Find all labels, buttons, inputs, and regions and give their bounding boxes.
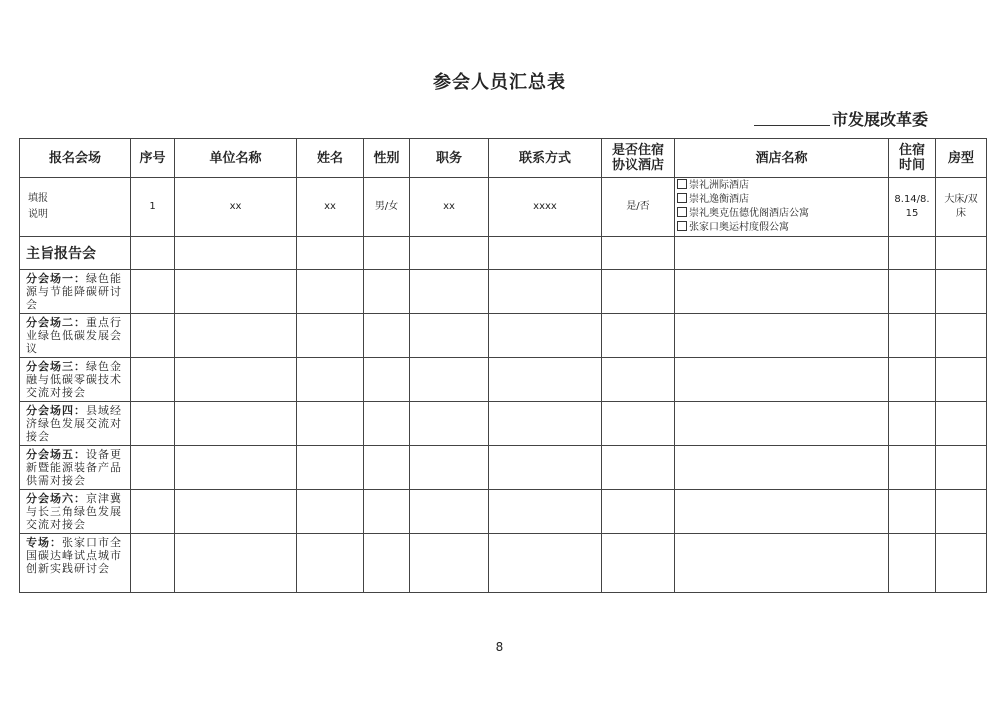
empty-cell[interactable] [364, 314, 410, 358]
hotel-option [677, 221, 886, 235]
organization-name: 市发展改革委 [832, 110, 929, 129]
empty-cell[interactable] [175, 534, 297, 593]
empty-cell[interactable] [602, 237, 675, 270]
empty-cell[interactable] [675, 237, 889, 270]
session-row [20, 446, 987, 490]
empty-cell[interactable] [364, 402, 410, 446]
example-name: xx [297, 178, 364, 237]
keynote-row [20, 237, 987, 270]
empty-cell[interactable] [489, 402, 602, 446]
session-text: 重点行业绿色低碳发展会议 [26, 316, 122, 355]
hotel-option [677, 193, 886, 207]
empty-cell[interactable] [364, 358, 410, 402]
organization-blank-underline [754, 125, 830, 126]
example-gender: 男/女 [364, 178, 410, 237]
empty-cell[interactable] [889, 237, 936, 270]
example-seq: 1 [131, 178, 175, 237]
empty-cell[interactable] [489, 237, 602, 270]
session-label [20, 446, 131, 490]
empty-cell[interactable] [297, 358, 364, 402]
header-gender: 性别 [364, 139, 410, 178]
example-note-line: 说明 [28, 209, 48, 220]
empty-cell[interactable] [175, 358, 297, 402]
example-note-line: 填报 [28, 193, 48, 204]
header-position: 职务 [410, 139, 489, 178]
empty-cell[interactable] [175, 270, 297, 314]
empty-cell[interactable] [602, 358, 675, 402]
empty-cell[interactable] [889, 314, 936, 358]
session-text: 县域经济绿色发展交流对接会 [26, 404, 122, 443]
header-agreement-hotel: 是否住宿协议酒店 [602, 139, 675, 178]
keynote-label: 主旨报告会 [20, 237, 131, 270]
empty-cell[interactable] [936, 270, 987, 314]
example-hotel-options [675, 178, 889, 237]
checkbox-icon[interactable] [677, 207, 687, 217]
empty-cell[interactable] [131, 237, 175, 270]
empty-cell[interactable] [936, 358, 987, 402]
attendee-summary-table [19, 138, 987, 593]
empty-cell[interactable] [297, 314, 364, 358]
empty-cell[interactable] [410, 534, 489, 593]
session-head: 分会场五： [26, 448, 86, 461]
page-number: 8 [495, 640, 504, 654]
table-header-row [20, 139, 987, 178]
empty-cell[interactable] [410, 314, 489, 358]
empty-cell[interactable] [410, 358, 489, 402]
empty-cell[interactable] [889, 402, 936, 446]
checkbox-icon[interactable] [677, 221, 687, 231]
empty-cell[interactable] [936, 446, 987, 490]
session-label [20, 358, 131, 402]
example-note [20, 178, 131, 237]
session-text: 绿色金融与低碳零碳技术交流对接会 [26, 360, 122, 399]
session-row [20, 402, 987, 446]
empty-cell[interactable] [602, 534, 675, 593]
hotel-option-label: 崇礼奥克伍德优阁酒店公寓 [689, 208, 809, 219]
header-room-type: 房型 [936, 139, 987, 178]
empty-cell[interactable] [131, 402, 175, 446]
session-text: 张家口市全国碳达峰试点城市创新实践研讨会 [26, 536, 122, 575]
empty-cell[interactable] [675, 446, 889, 490]
session-label [20, 490, 131, 534]
session-label [20, 534, 131, 593]
empty-cell[interactable] [675, 534, 889, 593]
empty-cell[interactable] [410, 490, 489, 534]
session-head: 分会场四： [26, 404, 86, 417]
empty-cell[interactable] [675, 270, 889, 314]
example-position: xx [410, 178, 489, 237]
example-room-type: 大床/双床 [936, 178, 987, 237]
empty-cell[interactable] [175, 490, 297, 534]
empty-cell[interactable] [175, 446, 297, 490]
session-row [20, 534, 987, 593]
header-name: 姓名 [297, 139, 364, 178]
checkbox-icon[interactable] [677, 193, 687, 203]
empty-cell[interactable] [131, 270, 175, 314]
empty-cell[interactable] [489, 446, 602, 490]
organization-line [754, 107, 944, 129]
empty-cell[interactable] [131, 314, 175, 358]
empty-cell[interactable] [675, 358, 889, 402]
session-head: 分会场六： [26, 492, 86, 505]
session-row [20, 314, 987, 358]
empty-cell[interactable] [489, 534, 602, 593]
hotel-option-label: 崇礼洲际酒店 [689, 180, 749, 191]
hotel-option-label: 崇礼逸衡酒店 [689, 194, 749, 205]
empty-cell[interactable] [602, 270, 675, 314]
empty-cell[interactable] [675, 314, 889, 358]
empty-cell[interactable] [131, 534, 175, 593]
empty-cell[interactable] [364, 446, 410, 490]
checkbox-icon[interactable] [677, 179, 687, 189]
empty-cell[interactable] [175, 314, 297, 358]
empty-cell[interactable] [489, 270, 602, 314]
empty-cell[interactable] [131, 358, 175, 402]
session-text: 绿色能源与节能降碳研讨会 [26, 272, 122, 311]
hotel-option [677, 207, 886, 221]
empty-cell[interactable] [889, 446, 936, 490]
session-label [20, 314, 131, 358]
empty-cell[interactable] [936, 534, 987, 593]
empty-cell[interactable] [297, 270, 364, 314]
empty-cell[interactable] [364, 237, 410, 270]
header-venue: 报名会场 [20, 139, 131, 178]
page-title: 参会人员汇总表 [433, 72, 566, 93]
header-unit: 单位名称 [175, 139, 297, 178]
empty-cell[interactable] [297, 534, 364, 593]
empty-cell[interactable] [297, 446, 364, 490]
empty-cell[interactable] [297, 402, 364, 446]
hotel-option-label: 张家口奥运村度假公寓 [689, 222, 789, 233]
empty-cell[interactable] [936, 402, 987, 446]
example-agreement-hotel: 是/否 [602, 178, 675, 237]
empty-cell[interactable] [364, 534, 410, 593]
session-head: 专场： [26, 536, 62, 549]
session-head: 分会场一： [26, 272, 86, 285]
empty-cell[interactable] [675, 490, 889, 534]
empty-cell[interactable] [364, 490, 410, 534]
empty-cell[interactable] [410, 270, 489, 314]
empty-cell[interactable] [175, 402, 297, 446]
empty-cell[interactable] [936, 237, 987, 270]
example-contact: xxxx [489, 178, 602, 237]
empty-cell[interactable] [889, 358, 936, 402]
empty-cell[interactable] [936, 490, 987, 534]
empty-cell[interactable] [410, 446, 489, 490]
empty-cell[interactable] [602, 314, 675, 358]
session-head: 分会场二： [26, 316, 86, 329]
session-label [20, 402, 131, 446]
empty-cell[interactable] [410, 402, 489, 446]
empty-cell[interactable] [675, 402, 889, 446]
empty-cell[interactable] [602, 402, 675, 446]
empty-cell[interactable] [131, 490, 175, 534]
empty-cell[interactable] [364, 270, 410, 314]
example-stay-time: 8.14/8.15 [889, 178, 936, 237]
session-label [20, 270, 131, 314]
session-row [20, 490, 987, 534]
empty-cell[interactable] [889, 534, 936, 593]
empty-cell[interactable] [936, 314, 987, 358]
session-row [20, 270, 987, 314]
empty-cell[interactable] [489, 490, 602, 534]
header-seq: 序号 [131, 139, 175, 178]
empty-cell[interactable] [410, 237, 489, 270]
empty-cell[interactable] [131, 446, 175, 490]
session-head: 分会场三： [26, 360, 86, 373]
session-text: 京津冀与长三角绿色发展交流对接会 [26, 492, 122, 531]
hotel-option [677, 179, 886, 193]
session-text: 设备更新暨能源装备产品供需对接会 [26, 448, 122, 487]
empty-cell[interactable] [489, 314, 602, 358]
empty-cell[interactable] [175, 237, 297, 270]
header-hotel-name: 酒店名称 [675, 139, 889, 178]
session-row [20, 358, 987, 402]
header-contact: 联系方式 [489, 139, 602, 178]
example-unit: xx [175, 178, 297, 237]
header-stay-time: 住宿时间 [889, 139, 936, 178]
empty-cell[interactable] [889, 490, 936, 534]
empty-cell[interactable] [297, 490, 364, 534]
empty-cell[interactable] [489, 358, 602, 402]
empty-cell[interactable] [602, 490, 675, 534]
empty-cell[interactable] [889, 270, 936, 314]
example-row [20, 178, 987, 237]
empty-cell[interactable] [602, 446, 675, 490]
empty-cell[interactable] [297, 237, 364, 270]
